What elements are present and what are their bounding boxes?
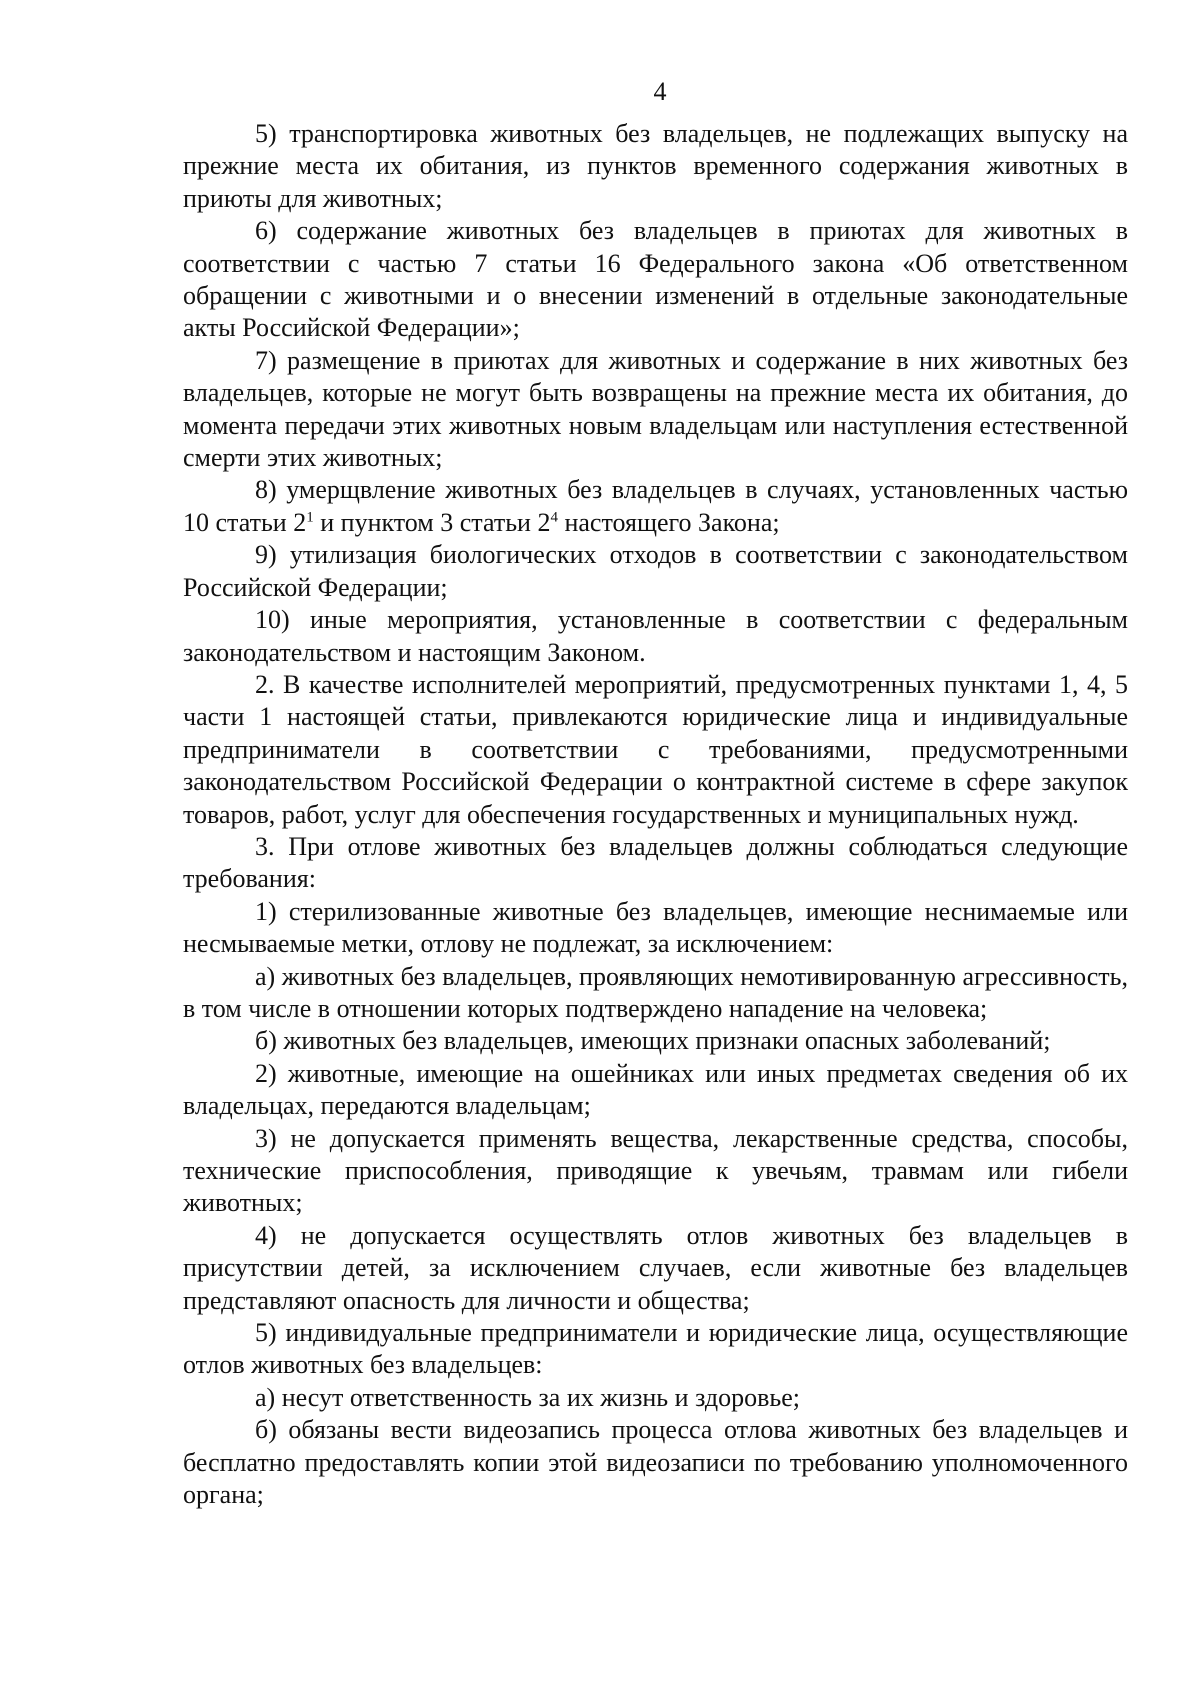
item-8-text-2: и пунктом 3 статьи 2 — [313, 507, 551, 537]
paragraph-item-10: 10) иные мероприятия, установленные в соответствии с федеральным законодательством и настоящим Законом. — [183, 605, 1128, 667]
paragraph-item-6: 6) содержание животных без владельцев в приютах для животных в соответствии с частью 7 статьи 16 Федерального закона «Об ответственном обращении с животными и о внесении изменений в отдельные законодательные акты Российской Федерации»; — [183, 216, 1128, 343]
paragraph-item-8 — [183, 474, 1128, 539]
page-number: 4 — [653, 77, 667, 106]
paragraph-section-2: 2. В качестве исполнителей мероприятий, предусмотренных пунктами 1, 4, 5 части 1 настоящей статьи, привлекаются юридические лица и индивидуальные предприниматели в соответствии с требованиями, предусмотренными законодательством Российской Федерации о контрактной системе в сфере закупок товаров, работ, услуг для обеспечения государственных и муниципальных нужд. — [183, 669, 1128, 829]
paragraph-item-7: 7) размещение в приютах для животных и содержание в них животных без владельцев, которые не могут быть возвращены на прежние места их обитания, до момента передачи этих животных новым владельцам или наступления естественной смерти этих животных; — [183, 345, 1128, 473]
paragraph-section-3-item-3: 3) не допускается применять вещества, лекарственные средства, способы, технические приспособления, приводящие к увечьям, травмам или гибели животных; — [183, 1123, 1128, 1218]
paragraph-section-3-item-5a: а) несут ответственность за их жизнь и здоровье; — [255, 1382, 801, 1412]
paragraph-section-3-item-5: 5) индивидуальные предприниматели и юридические лица, осуществляющие отлов животных без владельцев: — [183, 1318, 1128, 1380]
paragraph-item-5: 5) транспортировка животных без владельцев, не подлежащих выпуску на прежние места их обитания, из пунктов временного содержания животных в приюты для животных; — [183, 119, 1128, 213]
item-8-text-1: 8) умерщвление животных без владельцев в случаях, установленных частью 10 статьи 2 — [183, 475, 1128, 537]
paragraph-item-9: 9) утилизация биологических отходов в соответствии с законодательством Российской Федерации; — [183, 540, 1128, 602]
paragraph-section-3-item-1: 1) стерилизованные животные без владельцев, имеющие неснимаемые или несмываемые метки, отлову не подлежат, за исключением: — [183, 896, 1128, 959]
paragraph-section-3-item-1b: б) животных без владельцев, имеющих признаки опасных заболеваний; — [255, 1026, 1051, 1056]
paragraph-section-3: 3. При отлове животных без владельцев должны соблюдаться следующие требования: — [183, 831, 1128, 894]
paragraph-section-3-item-2: 2) животные, имеющие на ошейниках или иных предметах сведения об их владельцах, передаются владельцам; — [183, 1058, 1128, 1121]
item-8-text-3: настоящего Закона; — [557, 507, 780, 537]
item-8-superscript-2: 4 — [550, 509, 558, 526]
item-8-superscript-1: 1 — [306, 509, 314, 526]
paragraph-section-3-item-4: 4) не допускается осуществлять отлов животных без владельцев в присутствии детей, за исключением случаев, если животные без владельцев представляют опасность для личности и общества; — [183, 1220, 1128, 1315]
paragraph-section-3-item-1a: а) животных без владельцев, проявляющих немотивированную агрессивность, в том числе в отношении которых подтверждено нападение на человека; — [183, 961, 1128, 1023]
document-body — [183, 118, 1128, 1511]
paragraph-section-3-item-5b: б) обязаны вести видеозапись процесса отлова животных без владельцев и бесплатно предоставлять копии этой видеозаписи по требованию уполномоченного органа; — [183, 1415, 1128, 1510]
